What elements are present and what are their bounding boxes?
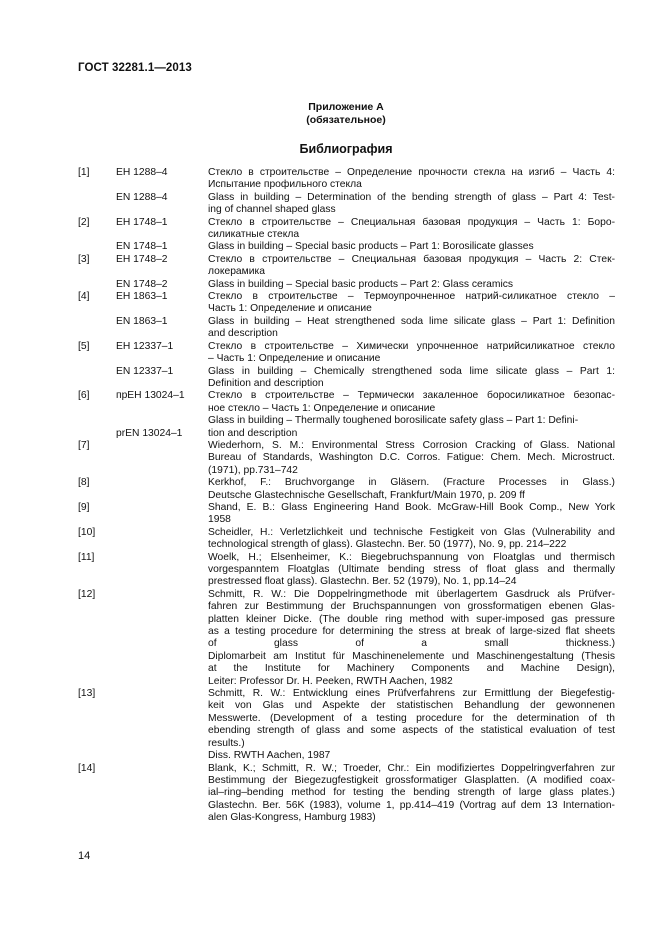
reference-text-line: Woelk, H.; Elsenheimer, K.: Biegebruchspannung von Floatglas und thermisch (208, 551, 615, 563)
reference-text-line: results.) (208, 737, 245, 749)
reference-entry (78, 167, 615, 217)
reference-text (208, 763, 615, 825)
reference-number: [4] (78, 291, 90, 303)
reference-text-line: Definition and description (208, 377, 324, 389)
reference-text (208, 291, 615, 316)
reference-row (78, 440, 615, 477)
reference-number (78, 316, 116, 341)
reference-text (208, 527, 615, 552)
reference-code (116, 527, 208, 552)
reference-text-line: Glastechn. Ber. 56K (1983), volume 1, pp.414–419 (Vortrag auf dem 13 Internation- (208, 799, 615, 811)
reference-text (208, 167, 615, 192)
reference-text-line: Scheidler, H.: Verletzlichkeit und technische Festigkeit von Glas (Vulnerability and (208, 526, 615, 538)
reference-row (78, 241, 615, 253)
reference-text-line: alen Glas-Kongress, Hamburg 1983) (208, 812, 376, 824)
reference-row (78, 527, 615, 552)
reference-text (208, 415, 615, 427)
reference-code: EN 12337–1 (116, 365, 174, 377)
reference-number: [9] (78, 501, 90, 513)
bibliography-title: Библиография (299, 142, 393, 156)
reference-text (208, 316, 615, 341)
reference-text-line: as a testing procedure for determining the stress at break of large-sized flat sheets (208, 626, 615, 638)
reference-text-line: Glass in building – Thermally toughened borosilicate safety glass – Part 1: Defini- (208, 415, 579, 427)
reference-code: ЕН 1748–1 (116, 216, 168, 228)
reference-code: ЕН 1288–4 (116, 167, 168, 178)
reference-text-line: Diplomarbeit am Institut für Maschinenelemente und Maschinengestaltung (Thesis (208, 650, 615, 662)
reference-code (116, 477, 208, 502)
reference-text-line: Испытание профильного стекла (208, 179, 362, 191)
reference-entry (78, 477, 615, 502)
reference-text-line: of glass of a small thickness.) (208, 638, 615, 650)
reference-row (78, 279, 615, 291)
reference-text-line: Стекло в строительстве – Термоупрочненное натрий-силикатное стекло – (208, 291, 615, 303)
reference-text-line: platten kleiner Dicke. (The double ring method with super-imposed gas pressure (208, 613, 615, 625)
reference-text-line: Leiter: Professor Dr. H. Peeken, RWTH Aachen, 1982 (208, 675, 453, 687)
reference-text (208, 440, 615, 477)
reference-number (78, 241, 116, 253)
reference-text (208, 477, 615, 502)
reference-text-line: Glass in building – Special basic products – Part 2: Glass ceramics (208, 278, 514, 290)
reference-text-line: ing of channel shaped glass (208, 204, 336, 216)
reference-text-line: ное стекло – Часть 1: Определение и описание (208, 402, 436, 414)
reference-code (116, 589, 208, 688)
reference-text-line: fahren zur Bestimmung der Bruchspannungen von grossformatigen ebenen Glas- (208, 601, 615, 613)
reference-text (208, 552, 615, 589)
reference-text (208, 589, 615, 688)
appendix-status: (обязательное) (306, 114, 386, 126)
reference-text (208, 217, 615, 242)
reference-number: [3] (78, 253, 90, 265)
reference-row (78, 589, 615, 688)
page-number: 14 (78, 850, 91, 862)
reference-text-line: Schmitt, R. W.: Die Doppelringmethode mit überlagertem Gasdruck als Prüfver- (208, 588, 615, 600)
reference-entry (78, 341, 615, 391)
reference-text-line: локерамика (208, 266, 265, 278)
reference-entry (78, 254, 615, 291)
reference-text-line: – Часть 1: Определение и описание (208, 353, 381, 365)
reference-text-line: at the Institute for Machinery Components and Machine Design), (208, 663, 615, 675)
reference-number: [12] (78, 588, 96, 600)
reference-text-line: силикатные стекла (208, 229, 300, 241)
reference-entry (78, 291, 615, 341)
reference-number: [13] (78, 688, 96, 700)
reference-text (208, 279, 615, 291)
reference-code (116, 440, 208, 477)
reference-text (208, 390, 615, 415)
reference-text-line: Deutsche Glastechnische Gesellschaft, Frankfurt/Main 1970, p. 209 ff (208, 489, 525, 501)
reference-entry (78, 763, 615, 825)
reference-text-line: Messwerte. (Development of a testing procedure for the determination of th (208, 712, 615, 724)
reference-number (78, 279, 116, 291)
reference-text-line: Schmitt, R. W.: Entwicklung eines Prüfverfahrens zur Ermittlung der Biegefestig- (208, 688, 615, 700)
reference-number: [14] (78, 762, 96, 774)
reference-entry (78, 390, 615, 440)
reference-text-line: Стекло в строительстве – Специальная базовая продукция – Часть 2: Стек- (208, 253, 615, 265)
reference-text-line: technological strength of glass). Glastechn. Ber. 50 (1977), No. 9, pp. 214–222 (208, 539, 567, 551)
reference-number (78, 428, 116, 440)
reference-text-line: 1958 (208, 514, 231, 526)
reference-text (208, 192, 615, 217)
reference-text-line: (1971), pp.731–742 (208, 464, 298, 476)
reference-text-line: Glass in building – Heat strengthened soda lime silicate glass – Part 1: Definition (208, 315, 615, 327)
reference-number (78, 192, 116, 217)
standard-header: ГОСТ 32281.1—2013 (78, 62, 192, 74)
reference-text (208, 341, 615, 366)
reference-code (116, 763, 208, 825)
reference-row (78, 552, 615, 589)
reference-row (78, 167, 615, 192)
reference-row (78, 254, 615, 279)
reference-code (116, 688, 208, 762)
reference-text-line: Shand, E. B.: Glass Engineering Hand Book. McGraw-Hill Book Comp., New York (208, 501, 615, 513)
reference-code (116, 502, 208, 527)
reference-entry (78, 502, 615, 527)
reference-number: [5] (78, 340, 90, 352)
reference-row (78, 192, 615, 217)
reference-entry (78, 589, 615, 688)
reference-row (78, 763, 615, 825)
reference-code (116, 415, 208, 427)
reference-text-line: ebending strength of glass and some aspects of the statistical evaluation of test (208, 725, 615, 737)
reference-text-line: Стекло в строительстве – Определение прочности стекла на изгиб – Часть 4: (208, 167, 615, 178)
reference-row (78, 415, 615, 427)
reference-text-line: Kerkhof, F.: Bruchvorgange in Gläsern. (Fracture Processes in Glass.) (208, 477, 615, 489)
reference-row (78, 477, 615, 502)
reference-code: ЕН 1748–2 (116, 253, 168, 265)
reference-text (208, 502, 615, 527)
reference-text (208, 366, 615, 391)
reference-code: EN 1288–4 (116, 191, 168, 203)
reference-text-line: Bestimmung der Biegezugfestigkeit grossformatiger Glasplatten. (A modified coax- (208, 774, 615, 786)
reference-code: прЕН 13024–1 (116, 390, 185, 402)
reference-row (78, 502, 615, 527)
reference-list (78, 167, 615, 825)
reference-row (78, 390, 615, 415)
reference-text (208, 688, 615, 762)
reference-text-line: Стекло в строительстве – Химически упрочненное натрийсиликатное стекло (208, 340, 615, 352)
reference-row (78, 217, 615, 242)
reference-text-line: Стекло в строительстве – Термически закаленное боросиликатное безопас- (208, 390, 615, 402)
reference-text-line: Часть 1: Определение и описание (208, 303, 372, 315)
reference-text-line: Glass in building – Special basic products – Part 1: Borosilicate glasses (208, 241, 534, 253)
reference-row (78, 316, 615, 341)
reference-code: ЕН 12337–1 (116, 340, 174, 352)
reference-text (208, 241, 615, 253)
reference-text-line: and description (208, 328, 278, 340)
reference-code: EN 1748–1 (116, 241, 168, 253)
reference-number: [7] (78, 439, 90, 451)
reference-number: [10] (78, 526, 96, 538)
reference-text-line: Blank, K.; Schmitt, R. W.; Troeder, Chr.: Ein modifiziertes Doppelringverfahren zur (208, 762, 615, 774)
appendix-title: Приложение А (308, 101, 384, 113)
reference-number: [8] (78, 477, 90, 489)
reference-number: [1] (78, 167, 90, 178)
reference-text (208, 428, 615, 440)
reference-text-line: keit von Glas und Aspekte der statistischen Behandlung der gewonnenen (208, 700, 615, 712)
reference-text-line: prestressed float glass). Glastechn. Ber. 52 (1979), No. 1, pp.14–24 (208, 576, 517, 588)
reference-entry (78, 688, 615, 762)
reference-code: EN 1863–1 (116, 315, 168, 327)
reference-text-line: vorgespanntem Floatglas (Ultimate bending stress of float glass and thermally (208, 564, 615, 575)
reference-text-line: Diss. RWTH Aachen, 1987 (208, 750, 331, 762)
reference-row (78, 366, 615, 391)
reference-row (78, 341, 615, 366)
reference-number: [11] (78, 551, 95, 563)
reference-text-line: Стекло в строительстве – Специальная базовая продукция – Часть 1: Боро- (208, 216, 615, 228)
reference-text-line: Wiederhorn, S. M.: Environmental Stress Corrosion Cracking of Glass. National (208, 439, 615, 451)
reference-entry (78, 440, 615, 477)
reference-number (78, 366, 116, 391)
reference-row (78, 291, 615, 316)
reference-text-line: tion and description (208, 427, 298, 439)
reference-entry (78, 217, 615, 254)
reference-code: prEN 13024–1 (116, 427, 183, 439)
reference-number (78, 415, 116, 427)
reference-text-line: Glass in building – Chemically strengthened soda lime silicate glass – Part 1: (208, 365, 615, 377)
reference-entry (78, 527, 615, 552)
reference-row (78, 688, 615, 762)
reference-text-line: Bureau of Standards, Washington D.C. Corros. Fatigue: Chem. Mech. Microstruct. (208, 452, 615, 464)
reference-text-line: ial–ring–bending method for testing the bending strength of large glass plates.) (208, 787, 615, 799)
reference-text (208, 254, 615, 279)
reference-number: [6] (78, 390, 90, 402)
reference-number: [2] (78, 216, 90, 228)
reference-entry (78, 552, 615, 589)
reference-text-line: Glass in building – Determination of the bending strength of glass – Part 4: Test- (208, 191, 615, 203)
reference-row (78, 428, 615, 440)
appendix-heading (0, 101, 661, 127)
reference-code: ЕН 1863–1 (116, 291, 168, 303)
reference-code: EN 1748–2 (116, 278, 168, 290)
reference-code (116, 552, 208, 589)
